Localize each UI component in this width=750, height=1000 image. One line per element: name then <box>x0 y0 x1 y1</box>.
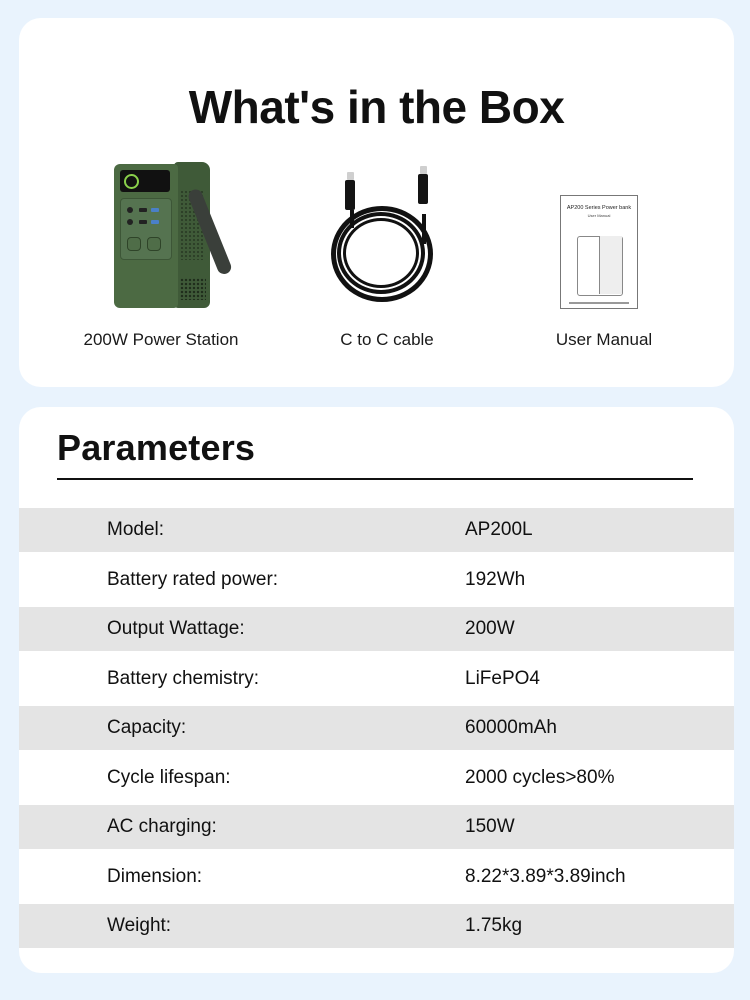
manual-cover-title: AP200 Series Power bank <box>566 205 632 211</box>
box-item-label: 200W Power Station <box>83 330 239 349</box>
table-row <box>19 651 734 706</box>
table-row <box>19 904 734 948</box>
box-item-user-manual <box>484 158 724 349</box>
param-value: 60000mAh <box>465 717 557 738</box>
parameters-title: Parameters <box>57 427 256 468</box>
param-value: 150W <box>465 816 515 837</box>
param-value: 2000 cycles>80% <box>465 766 615 788</box>
parameters-table <box>19 508 734 948</box>
table-row <box>19 706 734 750</box>
param-label: Battery chemistry: <box>107 667 260 689</box>
param-value: 8.22*3.89*3.89inch <box>465 865 626 887</box>
param-label: Battery rated power: <box>107 568 279 590</box>
box-item-label: C to C cable <box>340 330 434 349</box>
param-label: Cycle lifespan: <box>107 766 231 788</box>
table-row <box>19 607 734 651</box>
box-item-power-station <box>41 158 281 349</box>
box-section-title: What's in the Box <box>188 81 565 133</box>
manual-cover-subtitle: User Manual <box>587 213 611 218</box>
param-value: 200W <box>465 618 515 639</box>
param-label: Capacity: <box>107 717 187 738</box>
power-station-image <box>41 158 281 313</box>
param-value: 192Wh <box>465 568 526 590</box>
table-row <box>19 508 734 552</box>
box-item-cable <box>267 158 507 349</box>
table-row <box>19 849 734 904</box>
box-item-label: User Manual <box>555 330 653 349</box>
param-value: LiFePO4 <box>465 667 540 689</box>
param-label: Weight: <box>107 915 172 936</box>
param-label: Output Wattage: <box>107 618 245 639</box>
param-value: AP200L <box>465 519 533 540</box>
param-value: 1.75kg <box>465 915 523 936</box>
table-row <box>19 750 734 805</box>
parameters-card <box>19 407 734 973</box>
whats-in-the-box-card <box>19 18 734 387</box>
title-divider <box>57 478 693 480</box>
user-manual-image <box>484 158 724 313</box>
param-label: Dimension: <box>107 865 203 887</box>
table-row <box>19 805 734 849</box>
table-row <box>19 552 734 607</box>
param-label: AC charging: <box>107 816 217 837</box>
param-label: Model: <box>107 519 165 540</box>
usb-c-cable-image <box>267 158 507 313</box>
